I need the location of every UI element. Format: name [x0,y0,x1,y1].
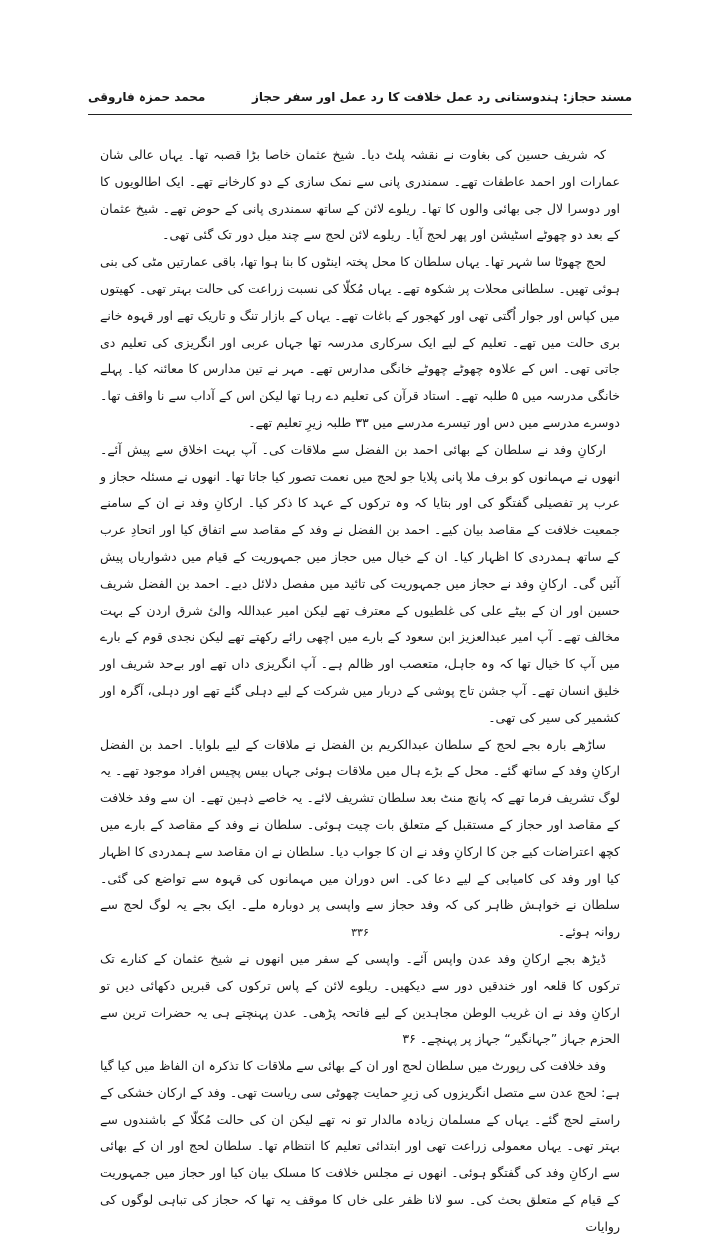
paragraph: کہ شریف حسین کی بغاوت نے نقشہ پلٹ دیا۔ شیخ عثمان خاصا بڑا قصبہ تھا۔ یہاں عالی شان عمارات اور احمد عاطفات تھے۔ سمندری پانی سے نمک سازی کے دو کارخانے تھے۔ ایک اطالویوں کا اور دوسرا لال جی بھائی والوں کا تھا۔ ریلوے لائن کے ساتھ سمندری پانی کے حوض تھے۔ شیخ عثمان کے بعد دو چھوٹے اسٹیشن اور پھر لحج آیا۔ ریلوے لائن لحج سے چند میل دور تک گئی تھی۔ [100,147,620,243]
header-title: مسند حجاز: ہندوستانی رد عمل خلافت کا رد عمل اور سفر حجاز [251,90,632,104]
page-number: ۳۳۶ [351,926,369,939]
body-text [100,142,620,1241]
header-author: محمد حمزہ فاروقی [88,90,206,104]
paragraph: ارکانِ وفد نے سلطان کے بھائی احمد بن الفضل سے ملاقات کی۔ آپ بہت اخلاق سے پیش آئے۔ انھوں نے مہمانوں کو برف ملا پانی پلایا جو لحج میں نعمت تصور کیا جاتا تھا۔ انھوں نے مسئلہ حجاز و عرب پر تفصیلی گفتگو کی اور بتایا کہ وہ ترکوں کے عہد کا ذکر کیا۔ ارکانِ وفد نے ان کے سامنے جمعیت خلافت کے مقاصد بیان کیے۔ احمد بن الفضل نے وفد کے مقاصد سے اتفاق کیا اور اتحادِ عرب کے ساتھ ہمدردی کا اظہار کیا۔ ان کے خیال میں حجاز میں جمہوریت کے قیام میں دشواریاں پیش آئیں گی۔ ارکانِ وفد نے حجاز میں جمہوریت کی تائید میں مفصل دلائل دیے۔ احمد بن الفضل شریف حسین اور ان کے بیٹے علی کی غلطیوں کے معترف تھے لیکن امیر عبداللہ والیٔ شرق اردن کے بہت مخالف تھے۔ آپ امیر عبدالعزیز ابن سعود کے بارے میں اچھی رائے رکھتے تھے لیکن نجدی قوم کے بارے میں آپ کا خیال تھا کہ وہ جاہل، متعصب اور ظالم ہے۔ آپ انگریزی داں تھے اور بےحد شریف اور خلیق انسان تھے۔ آپ جشن تاج پوشی کے دربار میں شرکت کے لیے دہلی گئے تھے اور دہلی، آگرہ اور کشمیر کی سیر کی تھی۔ [100,441,620,725]
header-divider [88,114,632,115]
running-header [88,90,632,120]
paragraph: ساڑھے بارہ بجے لحج کے سلطان عبدالکریم بن الفضل نے ملاقات کے لیے بلوایا۔ احمد بن الفضل ارکانِ وفد کے ساتھ گئے۔ محل کے بڑے ہال میں ملاقات ہوئی جہاں بیس پچیس افراد موجود تھے۔ یہ لوگ تشریف فرما تھے کہ پانچ منٹ بعد سلطان تشریف لائے۔ یہ خاصے ذہین تھے۔ ان سے وفد خلافت کے مقاصد اور حجاز کے مستقبل کے متعلق بات چیت ہوئی۔ سلطان نے وفد کے مقاصد کے بارے میں کچھ اعتراضات کیے جن کا ارکانِ وفد نے ان کا جواب دیا۔ سلطان نے ان مقاصد سے ہمدردی کا اظہار کیا اور وفد کی کامیابی کے لیے دعا کی۔ اس دوران میں مہمانوں کی قہوہ سے تواضع کی گئی۔ سلطان نے خواہش ظاہر کی کہ وفد حجاز سے واپسی پر دوبارہ ملے۔ ایک بجے یہ لوگ لحج سے روانہ ہوئے۔ [100,736,620,940]
paragraph: ڈیڑھ بجے ارکانِ وفد عدن واپس آئے۔ واپسی کے سفر میں انھوں نے شیخ عثمان کے کنارے تک ترکوں کا قلعہ اور خندقیں دور سے دیکھیں۔ ریلوے لائن کے پاس ترکوں کی قبریں دکھائی دیں تو ارکانِ وفد نے ان غریب الوطن مجاہدین کے لیے فاتحہ پڑھی۔ عدن پہنچتے ہی یہ حضرات ترین سے الحزم جہاز ”جہانگیر“ جہاز پر پہنچے۔ ۳۶ [100,950,620,1047]
paragraph: لحج چھوٹا سا شہر تھا۔ یہاں سلطان کا محل پختہ اینٹوں کا بنا ہوا تھا، باقی عمارتیں مٹی کی بنی ہوئی تھیں۔ سلطانی محلات پر شکوہ تھے۔ یہاں مُکلّا کی نسبت زراعت کی حالت بہتر تھی۔ کھیتوں میں کپاس اور جوار اُگتی تھی اور کھجور کے باغات تھے۔ یہاں کے بازار تنگ و تاریک تھے اور قہوہ خانے بری حالت میں تھے۔ تعلیم کے لیے ایک سرکاری مدرسہ تھا جہاں عربی اور انگریزی کی تعلیم دی جاتی تھی۔ اس کے علاوہ چھوٹے چھوٹے خانگی مدارس تھے۔ مہر نے تین مدارس کا معائنہ کیا۔ پہلے خانگی مدرسہ میں ۵ طلبہ تھے۔ استاد قرآن کی تعلیم دے رہا تھا لیکن اس کے آداب سے نا واقف تھا۔ دوسرے مدرسے میں دس اور تیسرے مدرسے میں ۳۳ طلبہ زیرِ تعلیم تھے۔ [100,254,620,430]
paragraph: وفد خلافت کی رپورٹ میں سلطان لحج اور ان کے بھائی سے ملاقات کا تذکرہ ان الفاظ میں کیا گیا ہے: لحج عدن سے متصل انگریزوں کی زیرِ حمایت چھوٹی سی ریاست تھی۔ وفد کے ارکان خشکی کے راستے لحج گئے۔ یہاں کے مسلمان زیادہ مالدار تو نہ تھے لیکن ان کی حالت مُکلّا کے باشندوں سے بہتر تھی۔ یہاں معمولی زراعت تھی اور ابتدائی تعلیم کا انتظام تھا۔ سلطان لحج اور ان کے بھائی سے ارکانِ وفد کی گفتگو ہوئی۔ انھوں نے مجلس خلافت کا مسلک بیان کیا اور حجاز میں جمہوریت کے قیام کے متعلق بحث کی۔ سو لانا ظفر علی خاں کا موقف یہ تھا کہ حجاز کی تباہی لوگوں کی روایات [100,1058,620,1234]
